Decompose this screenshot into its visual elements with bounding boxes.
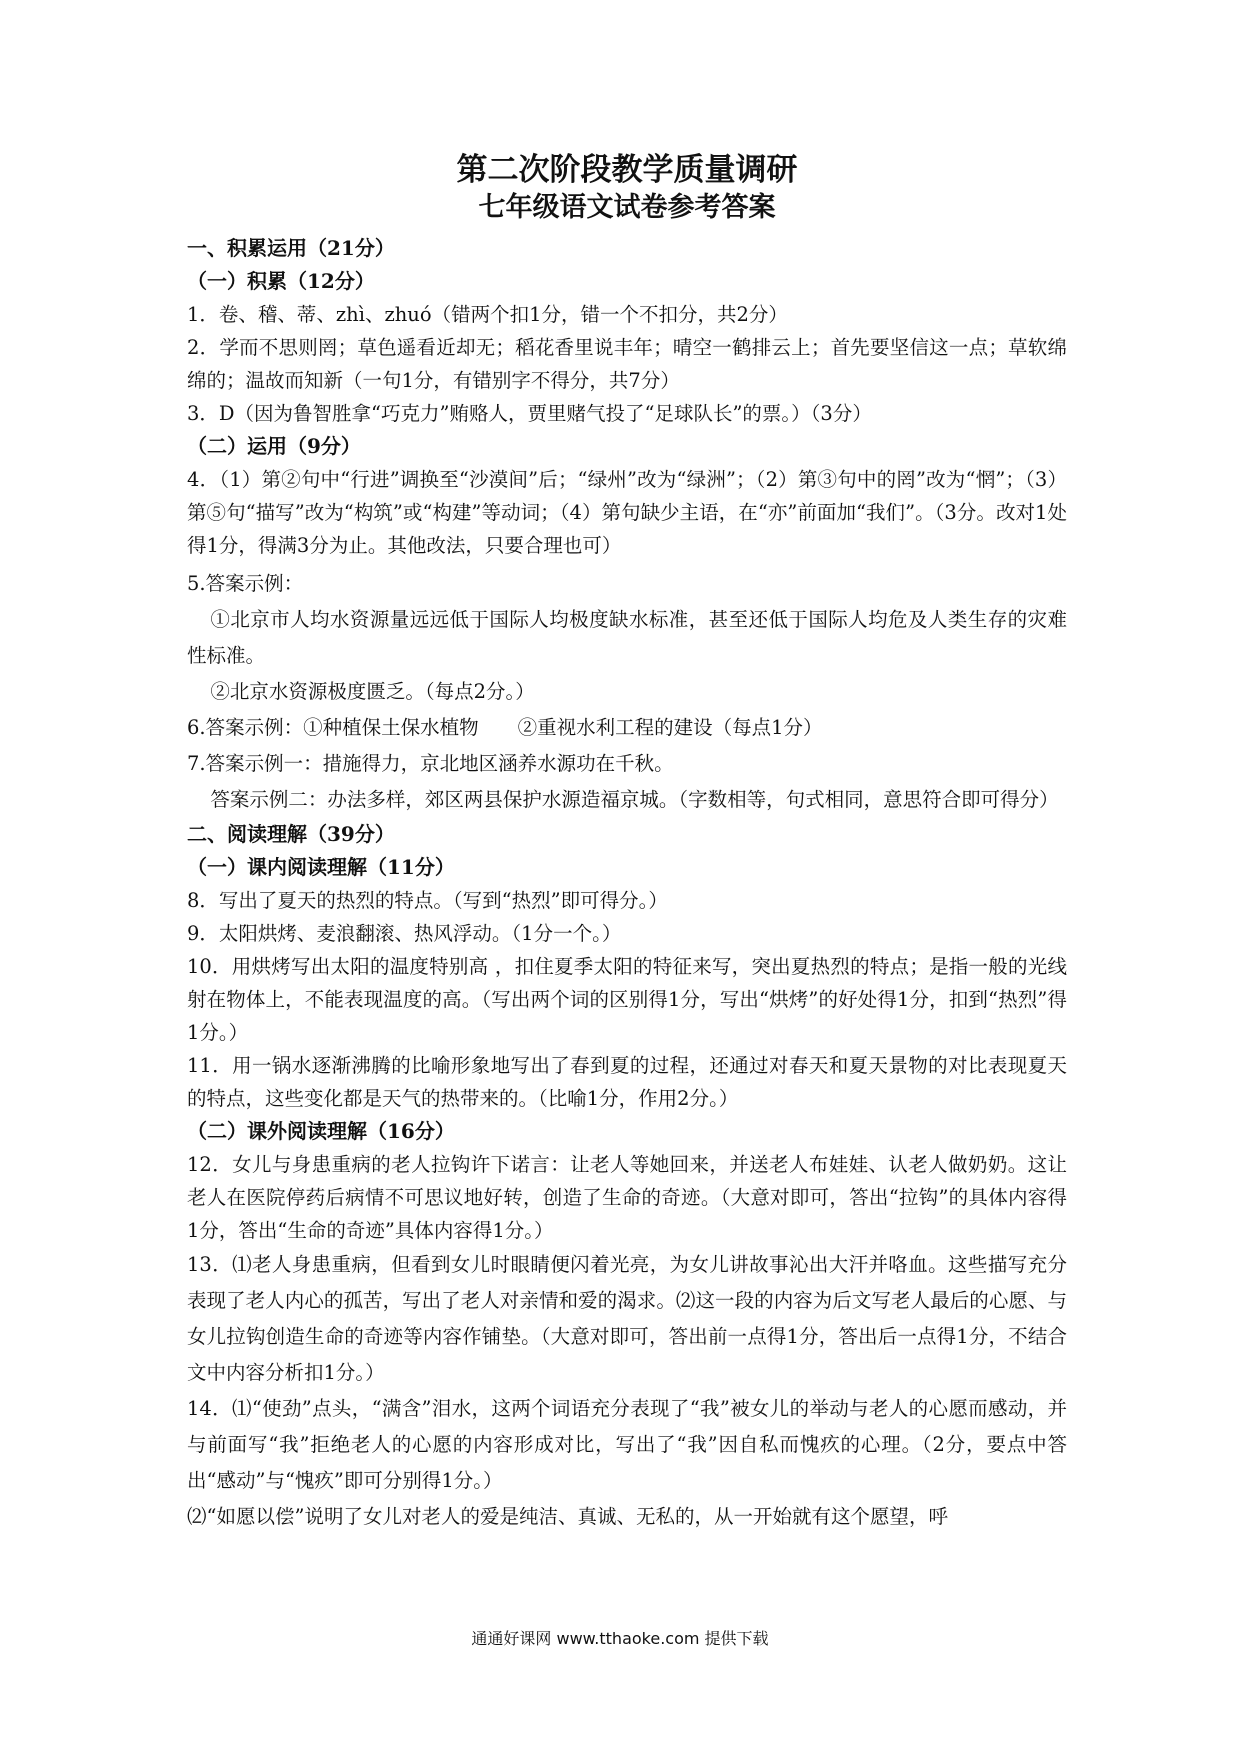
- footer-source: 通通好课网 www.tthaoke.com 提供下载: [471, 1629, 769, 1648]
- answer-2: 2．学而不思则罔；草色遥看近却无；稻花香里说丰年；晴空一鹤排云上；首先要坚信这一点；草软绵绵的；温故而知新（一句1分，有错别字不得分，共7分）: [187, 336, 1067, 392]
- answer-8: 8．写出了夏天的热烈的特点。（写到“热烈”即可得分。）: [187, 889, 668, 912]
- answer-5-point-1: ①北京市人均水资源量远远低于国际人均极度缺水标准，甚至还低于国际人均危及人类生存的灾难性标准。: [187, 608, 1067, 667]
- answer-3: 3．D（因为鲁智胜拿“巧克力”贿赂人，贾里赌气投了“足球队长”的票。）（3分）: [187, 402, 872, 425]
- page-title: 第二次阶段教学质量调研: [456, 152, 798, 188]
- answer-13: 13．⑴老人身患重病，但看到女儿时眼睛便闪着光亮，为女儿讲故事沁出大汗并咯血。这些描写充分表现了老人内心的孤苦，写出了老人对亲情和爱的渴求。⑵这一段的内容为后文写老人最后的心愿、与女儿拉钩创造生命的奇迹等内容作铺垫。（大意对即可，答出前一点得1分，答出后一点得1分，不结合文中内容分析扣1分。）: [187, 1253, 1067, 1384]
- section-heading-2: 二、阅读理解（39分）: [187, 822, 395, 846]
- section-heading-1: 一、积累运用（21分）: [187, 236, 395, 260]
- subsection-heading-accumulation: （一）积累（12分）: [187, 269, 375, 293]
- answer-11: 11．用一锅水逐渐沸腾的比喻形象地写出了春到夏的过程，还通过对春天和夏天景物的对比表现夏天的特点，这些变化都是天气的热带来的。（比喻1分，作用2分。）: [187, 1054, 1067, 1110]
- answer-sheet: [187, 150, 1067, 1535]
- answer-5-heading: 5.答案示例：: [187, 572, 304, 595]
- page-subtitle: 七年级语文试卷参考答案: [478, 192, 776, 223]
- answer-6: 6.答案示例：①种植保土保水植物 ②重视水利工程的建设（每点1分）: [187, 716, 823, 739]
- answer-14-part-2: ⑵“如愿以偿”说明了女儿对老人的爱是纯洁、真诚、无私的，从一开始就有这个愿望，呼: [187, 1505, 948, 1528]
- subsection-heading-in-class-reading: （一）课内阅读理解（11分）: [187, 855, 455, 879]
- subsection-heading-application: （二）运用（9分）: [187, 434, 361, 458]
- answer-4: 4．（1）第②句中“行进”调换至“沙漠间”后；“绿州”改为“绿洲”；（2）第③句中的罔”改为“惘”；（3）第⑤句“描写”改为“构筑”或“构建”等动词；（4）第句缺少主语，在“亦”前面加“我们”。（3分。改对1处得1分，得满3分为止。其他改法，只要合理也可）: [187, 468, 1067, 557]
- answer-1: 1．卷、稽、蒂、zhì、zhuó（错两个扣1分，错一个不扣分，共2分）: [187, 303, 788, 326]
- answer-12: 12．女儿与身患重病的老人拉钩许下诺言：让老人等她回来，并送老人布娃娃、认老人做奶奶。这让老人在医院停药后病情不可思议地好转，创造了生命的奇迹。（大意对即可，答出“拉钩”的具体内容得1分，答出“生命的奇迹”具体内容得1分。）: [187, 1153, 1067, 1242]
- answer-9: 9．太阳烘烤、麦浪翻滚、热风浮动。（1分一个。）: [187, 922, 622, 945]
- answer-7-example-1: 7.答案示例一：措施得力，京北地区涵养水源功在千秋。: [187, 752, 674, 775]
- answer-7-example-2: 答案示例二：办法多样，郊区两县保护水源造福京城。（字数相等，句式相同，意思符合即可得分）: [210, 788, 1059, 811]
- answer-5-point-2: ②北京水资源极度匮乏。（每点2分。）: [210, 680, 535, 703]
- subsection-heading-extracurricular-reading: （二）课外阅读理解（16分）: [187, 1119, 455, 1143]
- answer-14-part-1: 14．⑴“使劲”点头，“满含”泪水，这两个词语充分表现了“我”被女儿的举动与老人的心愿而感动，并与前面写“我”拒绝老人的心愿的内容形成对比，写出了“我”因自私而愧疚的心理。（2分，要点中答出“感动”与“愧疚”即可分别得1分。）: [187, 1397, 1067, 1492]
- answer-10: 10．用烘烤写出太阳的温度特别高 ，扣住夏季太阳的特征来写，突出夏热烈的特点；是指一般的光线射在物体上，不能表现温度的高。（写出两个词的区别得1分，写出“烘烤”的好处得1分，扣到“热烈”得1分。）: [187, 955, 1067, 1044]
